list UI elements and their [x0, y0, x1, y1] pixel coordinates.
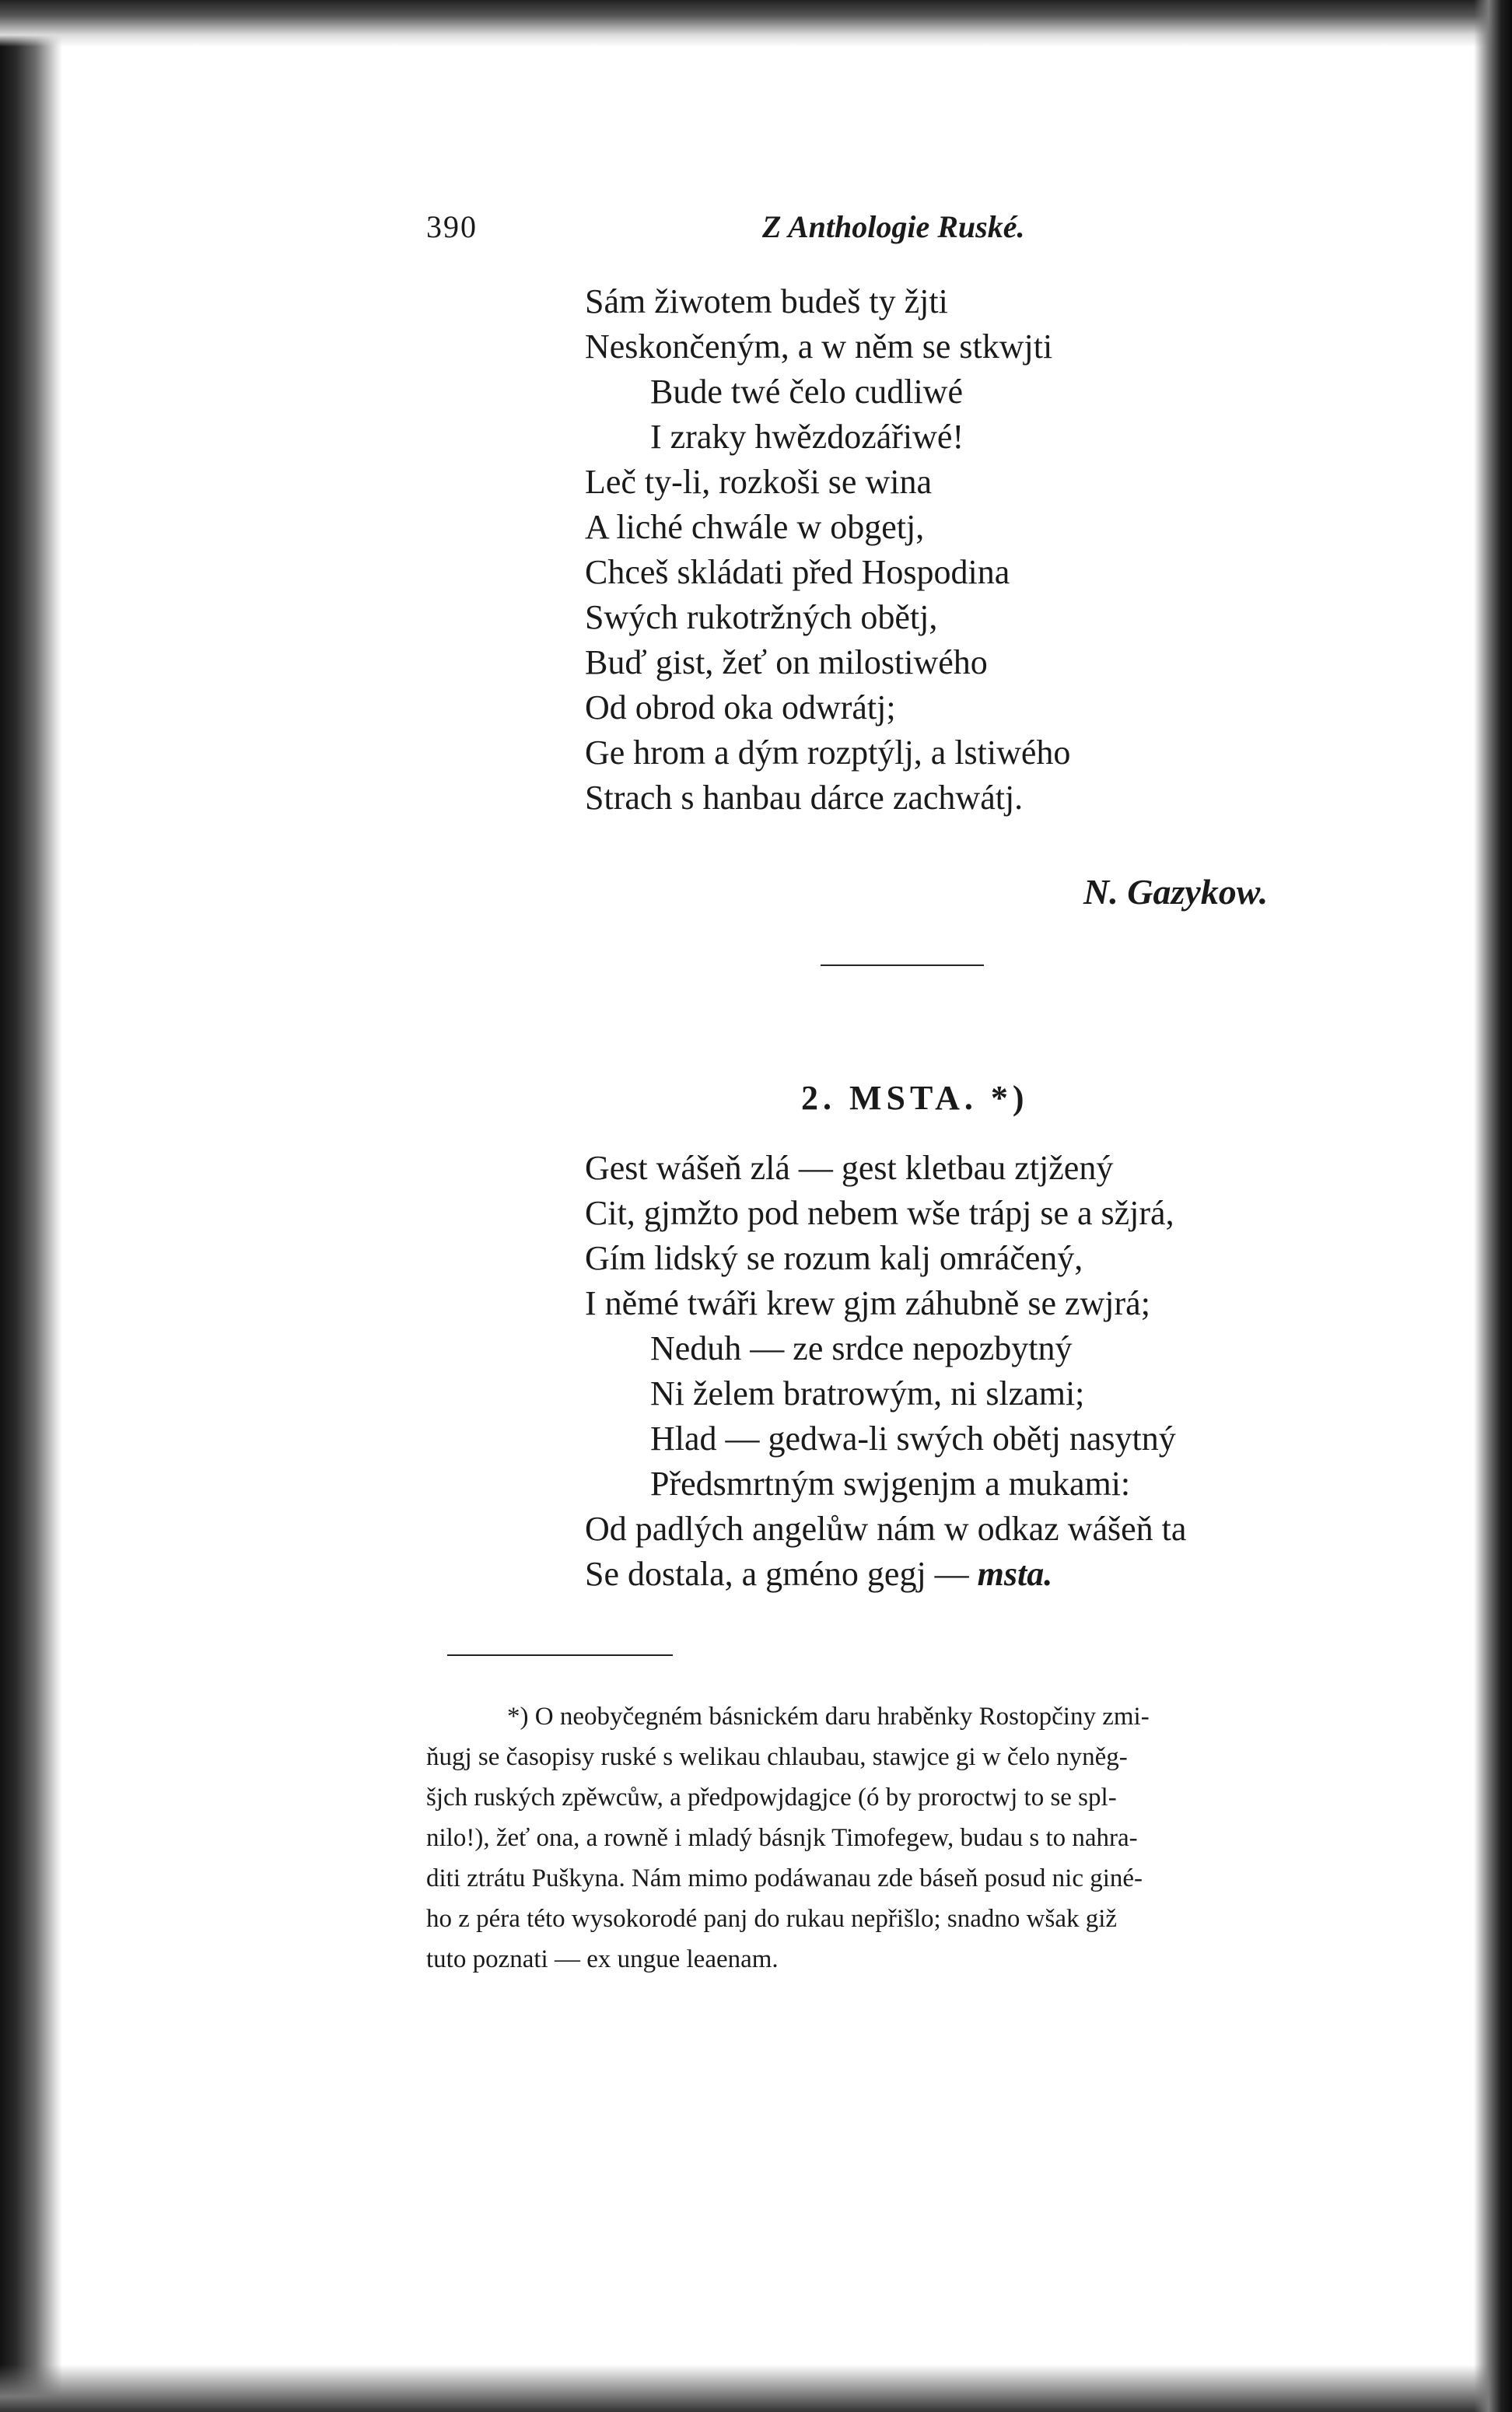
poem-1-line: I zraky hwězdozářiwé!	[650, 418, 964, 456]
scan-edge-right	[1474, 0, 1512, 2412]
section-divider	[821, 964, 984, 966]
poem-1-line: Neskončeným, a w něm se stkwjti	[585, 327, 1053, 366]
footnote-line: nilo!), žeť ona, a rowně i mladý básnjk Timofegew, budau s to nahra-	[426, 1824, 1138, 1852]
poem-1-line: Buď gist, žeť on milostiwého	[585, 643, 988, 681]
poem-2-line: Gím lidský se rozum kalj omráčený,	[585, 1239, 1083, 1277]
poem-2-line: Neduh — ze srdce nepozbytný	[650, 1329, 1073, 1367]
footnote-line: ho z péra této wysokorodé panj do rukau nepřišlo; snadno wšak giž	[426, 1905, 1118, 1933]
poem-2-line: I němé twáři krew gjm záhubně se zwjrá;	[585, 1284, 1150, 1322]
section-heading: 2. MSTA. *)	[801, 1079, 1029, 1117]
poem-2-line-last	[585, 1557, 1052, 1591]
poem-1-line: Sám žiwotem budeš ty žjti	[585, 282, 948, 320]
poem-2-line: Gest wášeň zlá — gest kletbau ztjžený	[585, 1149, 1114, 1187]
poem-author: N. Gazykow.	[1083, 872, 1269, 912]
poem-2-line: Cit, gjmžto pod nebem wše trápj se a sžjrá,	[585, 1194, 1174, 1232]
poem-2-line: Od padlých angelůw nám w odkaz wášeň ta	[585, 1510, 1187, 1548]
scan-edge-left	[0, 0, 62, 2412]
poem-1-line: A liché chwále w obgetj,	[585, 508, 925, 546]
running-title: Z Anthologie Ruské.	[762, 209, 1025, 244]
poem-1-line: Chceš skládati před Hospodina	[585, 553, 1010, 591]
poem-1-line: Strach s hanbau dárce zachwátj.	[585, 779, 1024, 817]
poem-1-line: Od obrod oka odwrátj;	[585, 688, 896, 726]
poem-2-line: Se dostala, a gméno gegj —	[585, 1555, 969, 1593]
poem-1-line: Leč ty-li, rozkoši se wina	[585, 463, 932, 501]
page-number: 390	[426, 209, 478, 244]
footnote-line: *) O neobyčegném básnickém daru hraběnky Rostopčiny zmi-	[507, 1703, 1150, 1731]
footnote-line: tuto poznati — ex ungue leaenam.	[426, 1945, 779, 1973]
poem-2-line: Ni želem bratrowým, ni slzami;	[650, 1374, 1085, 1413]
poem-1-line: Swých rukotržných obětj,	[585, 598, 938, 636]
footnote-line: ňugj se časopisy ruské s welikau chlaubau, stawjce gi w čelo nyněg-	[426, 1743, 1128, 1771]
footnote-line: diti ztrátu Puškyna. Nám mimo podáwanau zde báseň posud nic giné-	[426, 1864, 1143, 1892]
footnote-line: šjch ruských zpěwcůw, a předpowjdagjce (ó by proroctwj to se spl-	[426, 1784, 1117, 1812]
scan-edge-top	[0, 0, 1512, 47]
scan-edge-bottom	[0, 2365, 1512, 2412]
poem-2-line: Hlad — gedwa-li swých obětj nasytný	[650, 1420, 1176, 1458]
poem-2-line: Předsmrtným swjgenjm a mukami:	[650, 1465, 1131, 1503]
poem-2-last-word: msta.	[977, 1555, 1053, 1593]
poem-1-line: Ge hrom a dým rozptýlj, a lstiwého	[585, 733, 1071, 772]
poem-1-line: Bude twé čelo cudliwé	[650, 373, 963, 411]
footnote-rule	[447, 1654, 673, 1656]
